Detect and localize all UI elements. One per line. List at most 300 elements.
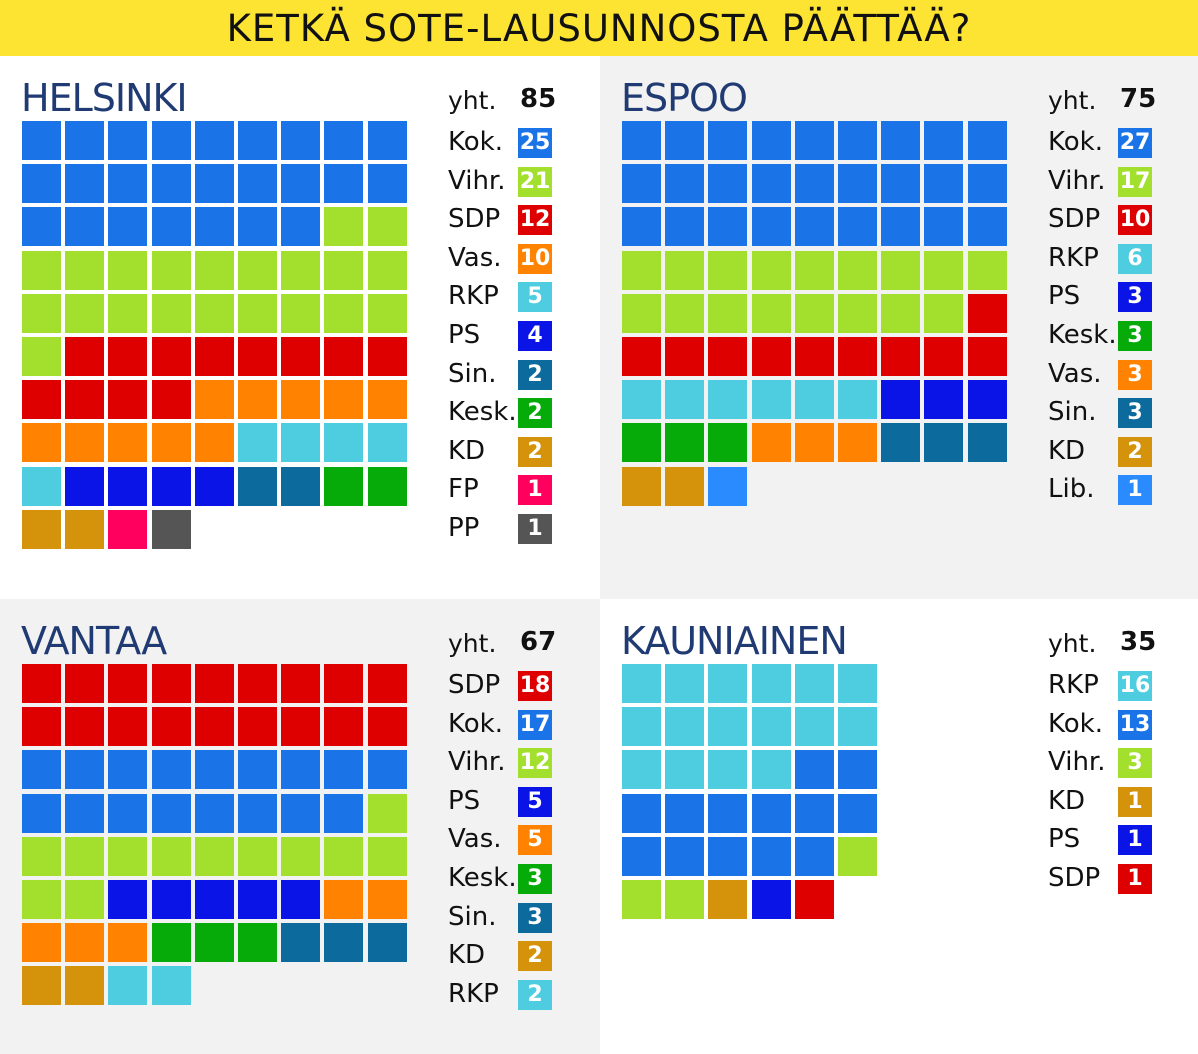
- seat-cell: [881, 423, 920, 462]
- seat-count-badge: 3: [1118, 398, 1152, 428]
- seat-cell: [665, 794, 704, 833]
- seat-cell: [238, 467, 277, 506]
- party-label: Kok.: [1048, 709, 1103, 739]
- seat-cell: [108, 966, 147, 1005]
- party-label: Vas.: [448, 243, 502, 273]
- seat-count-badge: 2: [518, 941, 552, 971]
- seat-cell: [924, 207, 963, 246]
- seat-cell: [238, 707, 277, 746]
- seat-count-badge: 2: [518, 360, 552, 390]
- seat-cell: [324, 837, 363, 876]
- seat-cell: [281, 923, 320, 962]
- party-label: Vihr.: [448, 166, 506, 196]
- seat-cell: [108, 380, 147, 419]
- seat-cell: [924, 337, 963, 376]
- seat-cell: [795, 750, 834, 789]
- seat-cell: [108, 294, 147, 333]
- party-label: SDP: [448, 670, 501, 700]
- legend-row: [1048, 822, 1158, 856]
- party-label: PS: [1048, 824, 1081, 854]
- panel-espoo: [600, 56, 1198, 599]
- panel-vantaa: [0, 599, 600, 1054]
- seat-cell: [281, 380, 320, 419]
- seat-cell: [152, 121, 191, 160]
- seat-cell: [238, 423, 277, 462]
- legend-row: [448, 784, 558, 818]
- seat-cell: [152, 707, 191, 746]
- seat-cell: [281, 707, 320, 746]
- seat-cell: [22, 880, 61, 919]
- seat-cell: [752, 750, 791, 789]
- seat-cell: [65, 207, 104, 246]
- seat-cell: [795, 880, 834, 919]
- seat-cell: [968, 380, 1007, 419]
- seat-cell: [665, 121, 704, 160]
- seat-cell: [881, 380, 920, 419]
- total-label: yht.: [448, 629, 497, 658]
- seat-count-badge: 3: [1118, 360, 1152, 390]
- seat-cell: [238, 923, 277, 962]
- city-name: ESPOO: [621, 76, 747, 120]
- legend-row: [1048, 784, 1158, 818]
- seat-cell: [665, 164, 704, 203]
- seat-cell: [708, 880, 747, 919]
- seat-cell: [795, 380, 834, 419]
- seat-cell: [368, 467, 407, 506]
- seat-cell: [838, 121, 877, 160]
- seat-cell: [281, 423, 320, 462]
- seat-cell: [152, 423, 191, 462]
- seat-cell: [924, 294, 963, 333]
- seat-cell: [108, 923, 147, 962]
- party-label: KD: [1048, 436, 1086, 466]
- party-label: Vas.: [448, 824, 502, 854]
- seat-cell: [368, 923, 407, 962]
- party-label: SDP: [1048, 204, 1101, 234]
- seat-cell: [22, 380, 61, 419]
- seat-cell: [152, 294, 191, 333]
- seat-cell: [752, 880, 791, 919]
- legend-row: [448, 125, 558, 159]
- seat-cell: [195, 750, 234, 789]
- seat-cell: [281, 207, 320, 246]
- seat-cell: [324, 750, 363, 789]
- seat-cell: [368, 251, 407, 290]
- seat-cell: [881, 294, 920, 333]
- seat-cell: [22, 121, 61, 160]
- seat-cell: [708, 251, 747, 290]
- seat-cell: [22, 467, 61, 506]
- legend-row: [1048, 318, 1158, 352]
- legend-row: [448, 164, 558, 198]
- legend-row: [1048, 434, 1158, 468]
- party-label: RKP: [1048, 670, 1099, 700]
- legend-row: [448, 357, 558, 391]
- city-name: VANTAA: [21, 619, 167, 663]
- seat-cell: [22, 794, 61, 833]
- seat-cell: [65, 707, 104, 746]
- seat-cell: [708, 207, 747, 246]
- seat-cell: [65, 750, 104, 789]
- seat-count-badge: 2: [1118, 437, 1152, 467]
- seat-cell: [281, 750, 320, 789]
- seat-cell: [795, 251, 834, 290]
- seat-cell: [281, 837, 320, 876]
- seat-cell: [838, 251, 877, 290]
- seat-cell: [152, 337, 191, 376]
- party-label: PS: [448, 786, 481, 816]
- seat-cell: [665, 207, 704, 246]
- legend-row: [1048, 707, 1158, 741]
- legend-row: [1048, 861, 1158, 895]
- legend-row: [448, 668, 558, 702]
- seat-cell: [195, 467, 234, 506]
- seat-cell: [838, 794, 877, 833]
- seat-cell: [968, 294, 1007, 333]
- total-value: 35: [1120, 627, 1157, 657]
- seat-cell: [838, 207, 877, 246]
- seat-cell: [665, 337, 704, 376]
- seat-count-badge: 5: [518, 825, 552, 855]
- seat-cell: [22, 207, 61, 246]
- seat-count-badge: 3: [1118, 321, 1152, 351]
- legend-row: [448, 395, 558, 429]
- seat-cell: [195, 121, 234, 160]
- seat-count-badge: 1: [518, 475, 552, 505]
- seat-cell: [22, 664, 61, 703]
- seat-cell: [22, 294, 61, 333]
- seat-cell: [195, 880, 234, 919]
- seat-cell: [838, 337, 877, 376]
- legend-row: [1048, 125, 1158, 159]
- seat-count-badge: 3: [1118, 282, 1152, 312]
- legend-row: [1048, 395, 1158, 429]
- seat-cell: [838, 294, 877, 333]
- party-label: Kok.: [448, 127, 503, 157]
- seat-cell: [152, 923, 191, 962]
- seat-count-badge: 16: [1118, 671, 1152, 701]
- seat-cell: [238, 794, 277, 833]
- legend-row: [448, 241, 558, 275]
- seat-cell: [795, 707, 834, 746]
- seat-cell: [368, 750, 407, 789]
- party-label: Sin.: [448, 902, 497, 932]
- seat-cell: [622, 707, 661, 746]
- seat-cell: [368, 664, 407, 703]
- seat-cell: [924, 121, 963, 160]
- seat-cell: [22, 337, 61, 376]
- seat-cell: [324, 121, 363, 160]
- legend-row: [448, 472, 558, 506]
- seat-cell: [368, 337, 407, 376]
- seat-cell: [195, 664, 234, 703]
- seat-cell: [752, 337, 791, 376]
- seat-cell: [238, 294, 277, 333]
- seat-cell: [108, 207, 147, 246]
- seat-cell: [622, 837, 661, 876]
- seat-cell: [838, 380, 877, 419]
- seat-cell: [665, 880, 704, 919]
- seat-cell: [752, 251, 791, 290]
- seat-count-badge: 10: [518, 244, 552, 274]
- seat-count-badge: 1: [1118, 864, 1152, 894]
- legend-row: [448, 745, 558, 779]
- seat-cell: [152, 750, 191, 789]
- seat-cell: [22, 164, 61, 203]
- seat-cell: [368, 794, 407, 833]
- city-name: HELSINKI: [21, 76, 187, 120]
- seat-cell: [881, 164, 920, 203]
- total-row: [1048, 82, 1158, 120]
- legend-row: [448, 938, 558, 972]
- seat-cell: [368, 207, 407, 246]
- seat-cell: [795, 837, 834, 876]
- party-label: Vihr.: [448, 747, 506, 777]
- seat-cell: [281, 794, 320, 833]
- party-label: Kok.: [1048, 127, 1103, 157]
- seat-cell: [924, 423, 963, 462]
- seat-cell: [665, 380, 704, 419]
- total-label: yht.: [448, 86, 497, 115]
- seat-cell: [968, 121, 1007, 160]
- page-title: KETKÄ SOTE-LAUSUNNOSTA PÄÄTTÄÄ?: [226, 7, 972, 50]
- seat-cell: [238, 337, 277, 376]
- seat-count-badge: 2: [518, 398, 552, 428]
- legend-row: [448, 822, 558, 856]
- seat-cell: [108, 251, 147, 290]
- party-label: PP: [448, 513, 480, 543]
- seat-cell: [152, 664, 191, 703]
- seat-count-badge: 5: [518, 787, 552, 817]
- seat-cell: [152, 207, 191, 246]
- seat-cell: [708, 794, 747, 833]
- seat-count-badge: 3: [518, 864, 552, 894]
- seat-cell: [324, 467, 363, 506]
- seat-cell: [368, 294, 407, 333]
- seat-cell: [238, 880, 277, 919]
- seat-cell: [881, 251, 920, 290]
- seat-cell: [622, 467, 661, 506]
- seat-count-badge: 2: [518, 437, 552, 467]
- seat-count-badge: 2: [518, 980, 552, 1010]
- seat-cell: [665, 467, 704, 506]
- seat-cell: [752, 380, 791, 419]
- total-row: [448, 82, 558, 120]
- total-row: [448, 625, 558, 663]
- seat-cell: [368, 423, 407, 462]
- seat-cell: [708, 467, 747, 506]
- seat-cell: [65, 664, 104, 703]
- seat-cell: [195, 164, 234, 203]
- seat-cell: [65, 467, 104, 506]
- seat-cell: [65, 251, 104, 290]
- seat-cell: [924, 251, 963, 290]
- seat-count-badge: 27: [1118, 128, 1152, 158]
- seat-cell: [65, 380, 104, 419]
- seat-cell: [108, 880, 147, 919]
- seat-cell: [108, 837, 147, 876]
- seat-cell: [368, 880, 407, 919]
- legend-row: [448, 279, 558, 313]
- seat-cell: [622, 121, 661, 160]
- seat-cell: [838, 707, 877, 746]
- seat-cell: [108, 707, 147, 746]
- seat-cell: [324, 707, 363, 746]
- legend-row: [1048, 202, 1158, 236]
- seat-cell: [195, 337, 234, 376]
- seat-count-badge: 25: [518, 128, 552, 158]
- seat-cell: [281, 880, 320, 919]
- seat-cell: [752, 423, 791, 462]
- legend-row: [448, 434, 558, 468]
- party-label: SDP: [1048, 863, 1101, 893]
- panel-helsinki: [0, 56, 600, 599]
- legend-row: [1048, 668, 1158, 702]
- seat-cell: [108, 467, 147, 506]
- legend-row: [448, 707, 558, 741]
- party-label: Vas.: [1048, 359, 1102, 389]
- seat-count-badge: 12: [518, 748, 552, 778]
- seat-cell: [752, 294, 791, 333]
- party-label: RKP: [448, 979, 499, 1009]
- seat-cell: [152, 251, 191, 290]
- party-label: SDP: [448, 204, 501, 234]
- seat-cell: [65, 121, 104, 160]
- party-label: KD: [1048, 786, 1086, 816]
- seat-cell: [622, 664, 661, 703]
- party-label: Kesk.: [448, 863, 517, 893]
- seat-cell: [708, 750, 747, 789]
- party-label: KD: [448, 436, 486, 466]
- seat-cell: [708, 664, 747, 703]
- seat-cell: [22, 750, 61, 789]
- party-label: FP: [448, 474, 479, 504]
- party-label: Sin.: [1048, 397, 1097, 427]
- seat-cell: [238, 251, 277, 290]
- seat-cell: [22, 510, 61, 549]
- seat-cell: [238, 664, 277, 703]
- seat-cell: [238, 837, 277, 876]
- seat-cell: [65, 423, 104, 462]
- seat-cell: [22, 923, 61, 962]
- seat-cell: [152, 837, 191, 876]
- seat-count-badge: 3: [518, 903, 552, 933]
- party-label: Kesk.: [448, 397, 517, 427]
- seat-cell: [195, 423, 234, 462]
- total-value: 85: [520, 84, 557, 114]
- seat-cell: [795, 664, 834, 703]
- seat-cell: [108, 664, 147, 703]
- seat-cell: [368, 837, 407, 876]
- seat-cell: [838, 664, 877, 703]
- seat-cell: [324, 164, 363, 203]
- seat-cell: [324, 664, 363, 703]
- seat-cell: [708, 121, 747, 160]
- seat-cell: [924, 164, 963, 203]
- seat-cell: [708, 164, 747, 203]
- seat-cell: [65, 294, 104, 333]
- seat-cell: [665, 707, 704, 746]
- seat-cell: [281, 664, 320, 703]
- seat-cell: [968, 164, 1007, 203]
- seat-cell: [838, 750, 877, 789]
- seat-cell: [195, 837, 234, 876]
- seat-cell: [324, 423, 363, 462]
- seat-cell: [195, 707, 234, 746]
- seat-cell: [708, 837, 747, 876]
- seat-cell: [752, 837, 791, 876]
- seat-cell: [622, 423, 661, 462]
- seat-count-badge: 1: [1118, 787, 1152, 817]
- seat-cell: [195, 794, 234, 833]
- total-value: 67: [520, 627, 557, 657]
- seat-cell: [708, 707, 747, 746]
- seat-cell: [65, 337, 104, 376]
- seat-cell: [622, 207, 661, 246]
- seat-cell: [968, 207, 1007, 246]
- party-label: Sin.: [448, 359, 497, 389]
- seat-cell: [195, 380, 234, 419]
- seat-cell: [881, 337, 920, 376]
- seat-cell: [238, 380, 277, 419]
- header-bar: [0, 0, 1198, 56]
- seat-cell: [281, 337, 320, 376]
- party-label: Kesk.: [1048, 320, 1117, 350]
- seat-cell: [622, 750, 661, 789]
- seat-cell: [665, 294, 704, 333]
- legend-row: [1048, 279, 1158, 313]
- seat-cell: [152, 510, 191, 549]
- seat-cell: [752, 664, 791, 703]
- seat-cell: [65, 164, 104, 203]
- seat-cell: [108, 794, 147, 833]
- city-name: KAUNIAINEN: [621, 619, 847, 663]
- seat-cell: [22, 837, 61, 876]
- seat-cell: [795, 164, 834, 203]
- seat-cell: [665, 750, 704, 789]
- seat-cell: [324, 794, 363, 833]
- seat-cell: [665, 837, 704, 876]
- seat-cell: [708, 380, 747, 419]
- seat-cell: [622, 164, 661, 203]
- seat-cell: [968, 251, 1007, 290]
- seat-cell: [752, 207, 791, 246]
- seat-cell: [838, 423, 877, 462]
- seat-cell: [622, 337, 661, 376]
- party-label: Kok.: [448, 709, 503, 739]
- legend-row: [1048, 472, 1158, 506]
- seat-count-badge: 4: [518, 321, 552, 351]
- seat-cell: [665, 251, 704, 290]
- party-label: RKP: [448, 281, 499, 311]
- seat-cell: [708, 337, 747, 376]
- seat-cell: [752, 121, 791, 160]
- seat-cell: [108, 750, 147, 789]
- seat-cell: [838, 837, 877, 876]
- seat-cell: [22, 251, 61, 290]
- seat-cell: [195, 294, 234, 333]
- legend-row: [1048, 241, 1158, 275]
- legend-row: [448, 861, 558, 895]
- seat-cell: [238, 121, 277, 160]
- seat-cell: [752, 164, 791, 203]
- legend-row: [448, 900, 558, 934]
- legend-row: [448, 318, 558, 352]
- seat-cell: [622, 794, 661, 833]
- seat-cell: [622, 880, 661, 919]
- seat-cell: [368, 121, 407, 160]
- seat-cell: [281, 121, 320, 160]
